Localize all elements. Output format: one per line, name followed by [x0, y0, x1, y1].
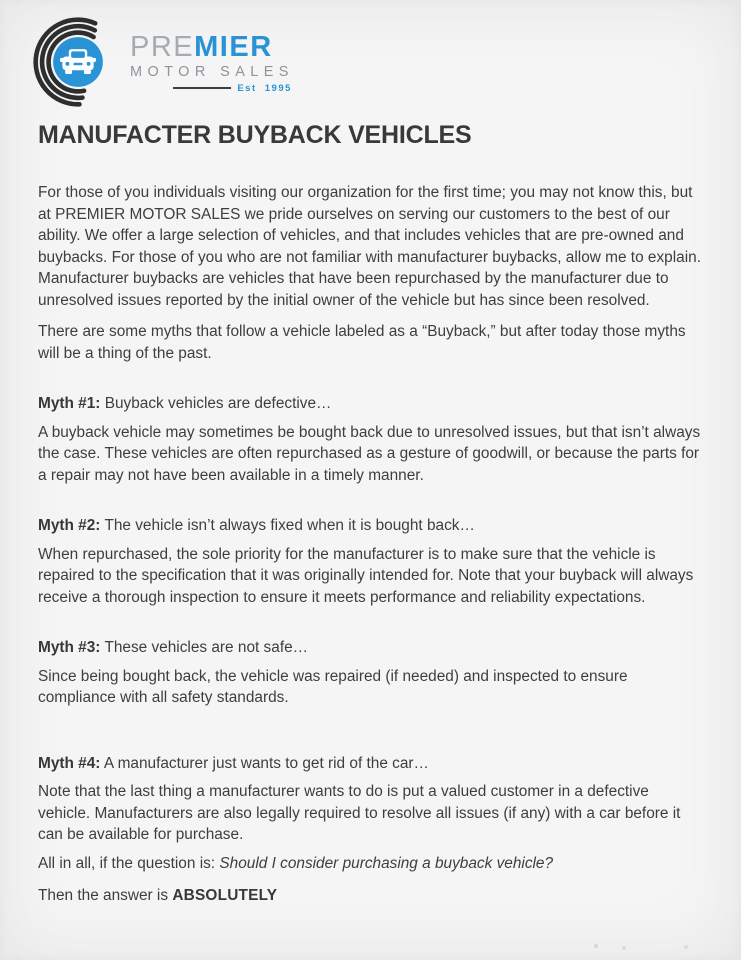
myth-1-heading — [38, 393, 705, 415]
answer-emphasis: ABSOLUTELY — [172, 887, 278, 904]
intro-paragraph-1: For those of you individuals visiting our organization for the first time; you may not know this, but at PREMIER MOTOR SALES we pride ourselves on serving our customers to the best of our ability. We offer a large selection of vehicles, and that includes vehicles that are pre-owned and buybacks. For those of you who are not familiar with manufacturer buybacks, allow me to explain. Manufacturer buybacks are vehicles that have been repurchased by the manufacturer due to unresolved issues reported by the initial owner of the vehicle but has since been resolved. — [38, 184, 701, 309]
myth-1-title-text: Buyback vehicles are defective… — [104, 395, 332, 412]
myth-4-label: Myth #4: — [38, 754, 101, 772]
myth-4-title-text: A manufacturer just wants to get rid of the car… — [103, 754, 429, 772]
brand-name-gray: PRE — [130, 30, 195, 63]
scan-artifact — [594, 944, 598, 948]
myth-1-body: A buyback vehicle may sometimes be bought back due to unresolved issues, but that isn’t always the case. These vehicles are often repurchased as a gesture of goodwill, or because the parts for a repair may not have been available in a timely manner. — [38, 423, 701, 484]
premier-motor-sales-logo — [32, 16, 705, 108]
myth-3-heading — [38, 637, 705, 659]
myth-3-body: Since being bought back, the vehicle was repaired (if needed) and inspected to ensure compliance with all safety standards. — [38, 667, 628, 706]
myth-2-label: Myth #2: — [38, 517, 101, 534]
est-divider-line — [173, 87, 231, 89]
logo-text-block — [130, 30, 294, 94]
answer-lead: Then the answer is — [38, 887, 169, 904]
closing-answer-line — [38, 885, 705, 907]
established-text: Est 1995 — [237, 82, 292, 94]
myth-section-2 — [38, 515, 705, 608]
myth-section-1 — [38, 393, 705, 486]
myth-3-title-text: These vehicles are not safe… — [104, 639, 309, 656]
myth-section-4 — [38, 753, 705, 846]
myth-4-heading — [38, 753, 705, 775]
closing-question-line — [38, 853, 705, 875]
intro-paragraph-2: There are some myths that follow a vehicle labeled as a “Buyback,” but after today those myths will be a thing of the past. — [38, 323, 686, 362]
myth-section-3 — [38, 637, 705, 709]
closing-question-italic: Should I consider purchasing a buyback vehicle? — [219, 854, 554, 872]
myth-3-label: Myth #3: — [38, 639, 101, 656]
myth-2-heading — [38, 515, 705, 537]
brand-subtitle: MOTOR SALES — [130, 63, 294, 80]
page-title: MANUFACTER BUYBACK VEHICLES — [38, 121, 472, 149]
brand-name-blue: MIER — [194, 30, 273, 63]
established-line — [130, 83, 294, 94]
closing-lead: All in all, if the question is: — [38, 854, 216, 872]
myth-2-title-text: The vehicle isn’t always fixed when it is bought back… — [104, 517, 475, 534]
myth-1-label: Myth #1: — [38, 395, 101, 412]
myth-4-body: Note that the last thing a manufacturer wants to do is put a valued customer in a defective vehicle. Manufacturers are also legally required to resolve all issues (if any) with a car before it can be available for purchase. — [38, 783, 681, 843]
myth-2-body: When repurchased, the sole priority for the manufacturer is to make sure that the vehicle is repaired to the specification that it was originally intended for. Note that your buyback will always receive a thorough inspection to ensure it meets performance and reliability expectations. — [38, 545, 694, 606]
brand-name — [130, 30, 294, 63]
car-circle-swoosh-icon — [32, 14, 124, 110]
